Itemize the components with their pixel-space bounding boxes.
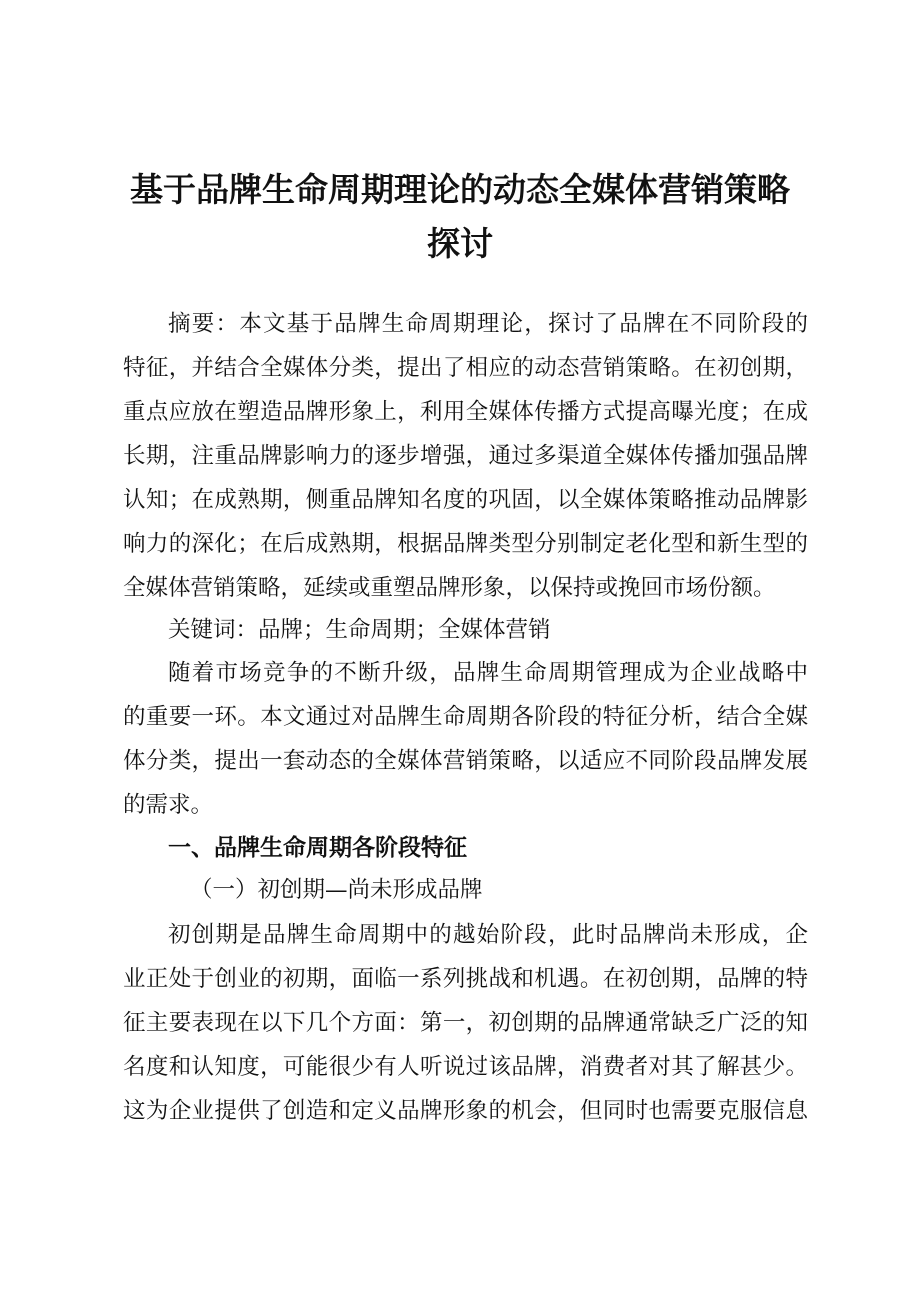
section-heading: 一、品牌生命周期各阶段特征 [168,835,467,861]
keywords: 关键词：品牌；生命周期；全媒体营销 [168,617,551,643]
subsection-heading: （一）初创期—尚未形成品牌 [190,877,483,903]
abstract-line: 重点应放在塑造品牌形象上，利用全媒体传播方式提高曝光度；在成 [123,399,808,425]
paragraph-line: 征主要表现在以下几个方面：第一，初创期的品牌通常缺乏广泛的知 [123,1010,808,1036]
abstract-line: 认知；在成熟期，侧重品牌知名度的巩固，以全媒体策略推动品牌影 [123,487,808,513]
abstract-line: 长期，注重品牌影响力的逐步增强，通过多渠道全媒体传播加强品牌 [123,443,808,469]
abstract-line: 响力的深化；在后成熟期，根据品牌类型分别制定老化型和新生型的 [123,531,808,557]
intro-line: 的重要一环。本文通过对品牌生命周期各阶段的特征分析，结合全媒 [123,704,808,730]
intro-line: 随着市场竞争的不断升级，品牌生命周期管理成为企业战略中 [168,660,808,686]
abstract-line: 摘要：本文基于品牌生命周期理论，探讨了品牌在不同阶段的 [168,311,808,337]
abstract-line: 全媒体营销策略，延续或重塑品牌形象，以保持或挽回市场份额。 [123,575,776,601]
abstract-line: 特征，并结合全媒体分类，提出了相应的动态营销策略。在初创期， [123,355,808,381]
document-title-line-2: 探讨 [427,224,493,263]
document-title-line-1: 基于品牌生命周期理论的动态全媒体营销策略 [130,170,790,209]
paragraph-line: 这为企业提供了创造和定义品牌形象的机会，但同时也需要克服信息 [123,1098,808,1124]
paragraph-line: 业正处于创业的初期，面临一系列挑战和机遇。在初创期，品牌的特 [123,966,808,992]
intro-line: 体分类，提出一套动态的全媒体营销策略，以适应不同阶段品牌发展 [123,748,808,774]
intro-line: 的需求。 [123,792,214,818]
paragraph-line: 初创期是品牌生命周期中的越始阶段，此时品牌尚未形成，企 [168,922,808,948]
paragraph-line: 名度和认知度，可能很少有人听说过该品牌，消费者对其了解甚少。 [123,1054,808,1080]
